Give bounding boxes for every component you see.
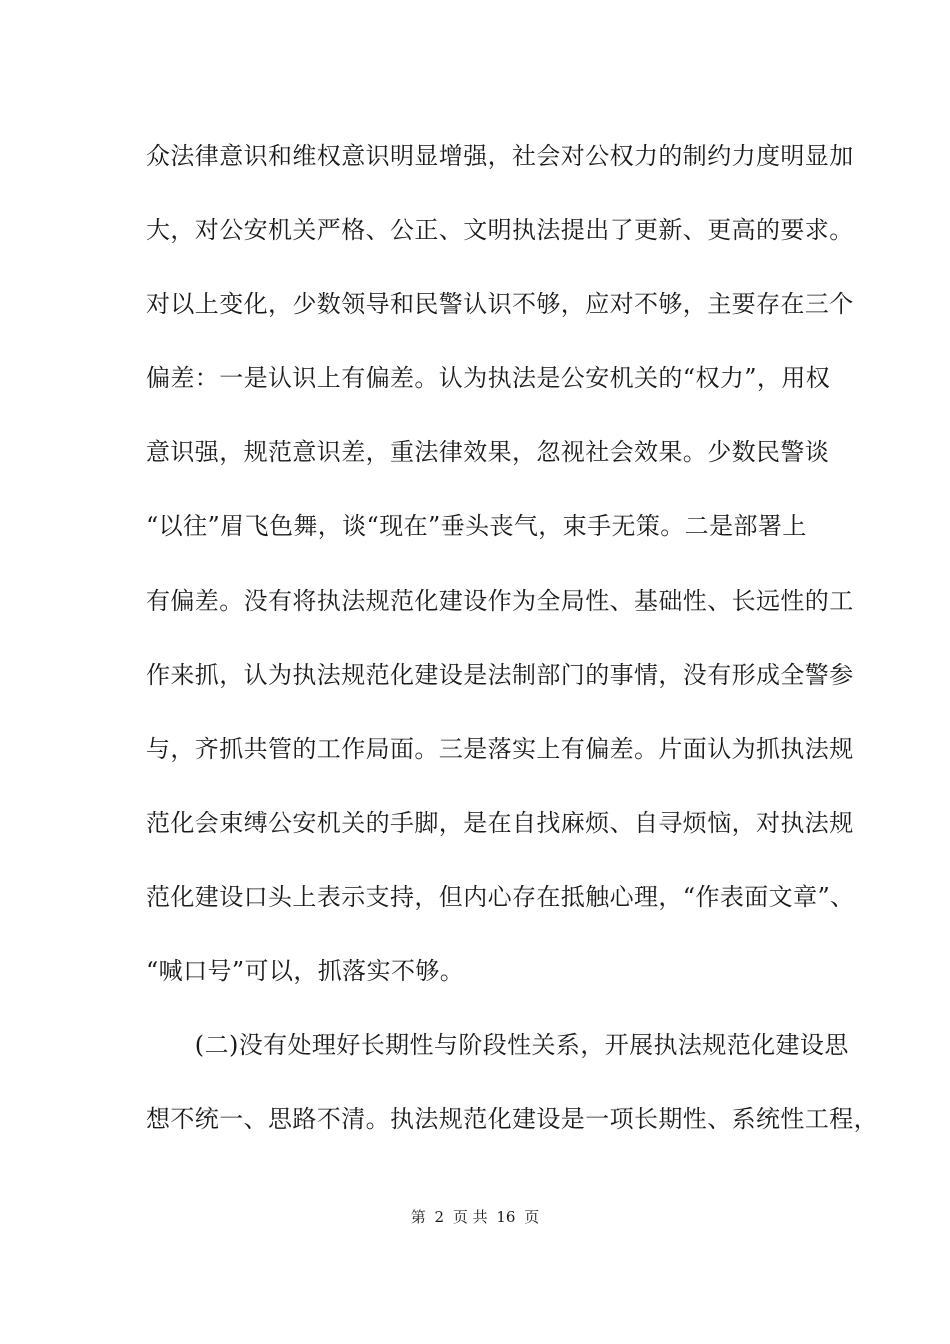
text-line: 想不统一、思路不清。执法规范化建设是一项长期性、系统性工程， — [146, 1105, 878, 1134]
body-text — [146, 136, 878, 1173]
text-line: “以往”眉飞色舞，谈“现在”垂头丧气，束手无策。二是部署上 — [146, 512, 807, 541]
footer-prefix: 第 — [410, 1208, 426, 1226]
text-line: 范化会束缚公安机关的手脚，是在自找麻烦、自寻烦恼，对执法规 — [146, 808, 854, 837]
page-footer — [0, 1207, 950, 1227]
total-pages: 16 — [496, 1208, 516, 1226]
page-number: 2 — [434, 1208, 445, 1226]
footer-middle: 页 共 — [452, 1208, 488, 1226]
text-line: 大，对公安机关严格、公正、文明执法提出了更新、更高的要求。 — [146, 216, 854, 245]
text-line: (二)没有处理好长期性与阶段性关系，开展执法规范化建设思 — [146, 1031, 849, 1060]
footer-suffix: 页 — [524, 1208, 540, 1226]
text-line: “喊口号”可以，抓落实不够。 — [146, 957, 465, 986]
text-line: 作来抓，认为执法规范化建设是法制部门的事情，没有形成全警参 — [146, 660, 854, 689]
text-line: 与，齐抓共管的工作局面。三是落实上有偏差。片面认为抓执法规 — [146, 734, 854, 763]
text-line: 对以上变化，少数领导和民警认识不够，应对不够，主要存在三个 — [146, 290, 854, 319]
text-line: 意识强，规范意识差，重法律效果，忽视社会效果。少数民警谈 — [146, 438, 830, 467]
text-line: 众法律意识和维权意识明显增强，社会对公权力的制约力度明显加 — [146, 142, 854, 170]
text-line: 范化建设口头上表示支持，但内心存在抵触心理，“作表面文章”、 — [146, 882, 855, 911]
text-line: 偏差：一是认识上有偏差。认为执法是公安机关的“权力”，用权 — [146, 364, 831, 393]
text-line: 有偏差。没有将执法规范化建设作为全局性、基础性、长远性的工 — [146, 586, 854, 615]
